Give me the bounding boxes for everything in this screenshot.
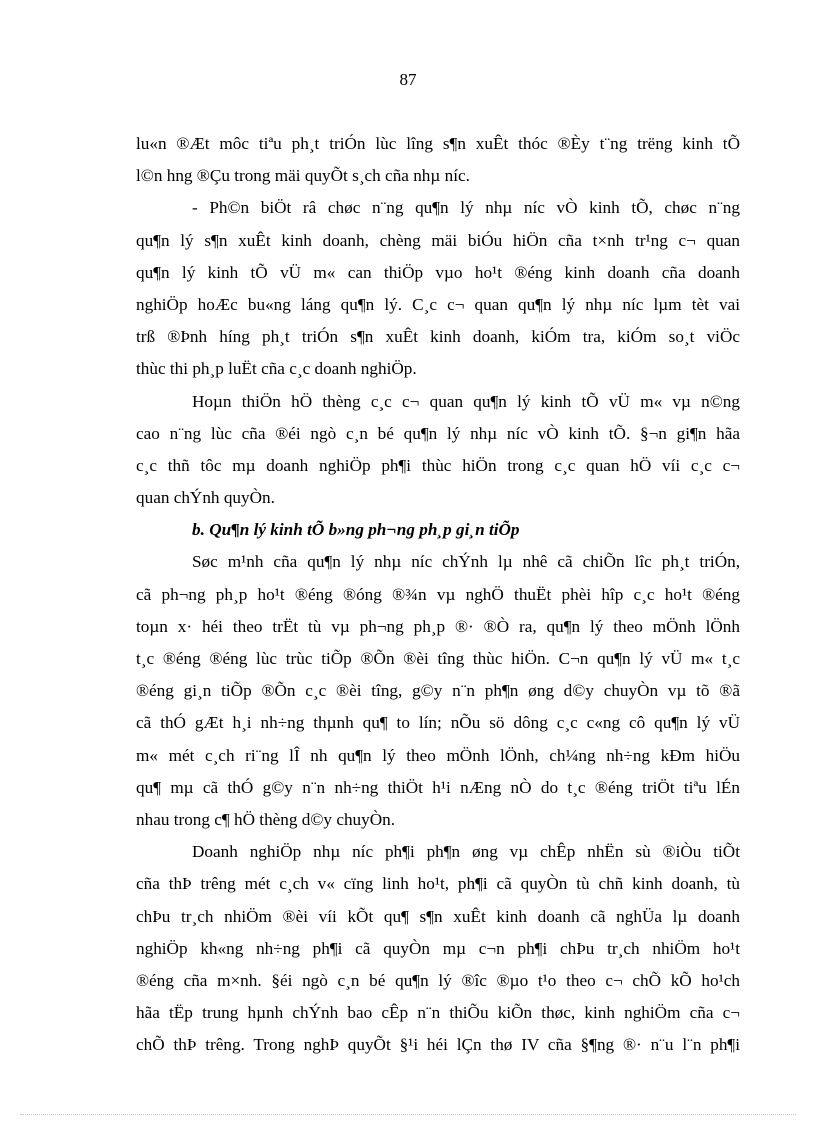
text-line: cã ph¬ng ph¸p ho¹t ®éng ®óng ®¾n vµ nghÖ thuËt phèi hîp c¸c ho¹t ®éng [136,584,740,604]
text-line: qu¶ mµ cã thÓ g©y n¨n nh÷ng thiÖt h¹i nÆng nÒ do t¸c ®éng triÖt tiªu lÉn [136,777,740,797]
text-line: trß ®Þnh híng ph¸t triÓn s¶n xuÊt kinh doanh, kiÓm tra, kiÓm so¸t viÖc [136,327,740,347]
text-line: cao n¨ng lùc cña ®éi ngò c¸n bé qu¶n lý nhµ níc vÒ kinh tÕ. §¬n gi¶n hãa [136,423,740,443]
text-line: toµn x· héi theo trËt tù vµ ph¬ng ph¸p ®· ®Ò ra, qu¶n lý theo mÖnh lÖnh [136,616,740,636]
text-line: Søc m¹nh cña qu¶n lý nhµ níc chÝnh lµ nhê cã chiÕn lîc ph¸t triÓn, [192,552,740,572]
text-line: qu¶n lý kinh tÕ vÜ m« can thiÖp vµo ho¹t ®éng kinh doanh cña doanh [136,262,740,282]
text-line: chÞu tr¸ch nhiÖm ®èi víi kÕt qu¶ s¶n xuÊt kinh doanh cã nghÜa lµ doanh [136,906,740,926]
text-line: - Ph©n biÖt râ chøc n¨ng qu¶n lý nhµ níc vÒ kinh tÕ, chøc n¨ng [192,198,740,218]
text-line: hãa tËp trung hµnh chÝnh bao cÊp n¨n thiÕu kiÕn thøc, kinh nghiÖm cña c¬ [136,1003,740,1023]
text-line: nghiÖp hoÆc bu«ng láng qu¶n lý. C¸c c¬ quan qu¶n lý nhµ níc lµm tèt vai [136,294,740,314]
text-line: cña thÞ trêng mét c¸ch v« cïng linh ho¹t, ph¶i cã quyÒn tù chñ kinh doanh, tù [136,874,740,894]
text-line: Hoµn thiÖn hÖ thèng c¸c c¬ quan qu¶n lý kinh tÕ vÜ m« vµ n©ng [192,391,740,411]
text-line: lu«n ®Æt môc tiªu ph¸t triÓn lùc lîng s¶n xuÊt thóc ®Èy t¨ng trëng kinh tÕ [136,134,740,153]
text-line: m« mét c¸ch ri¨ng lÎ nh qu¶n lý theo mÖnh lÖnh, ch¼ng nh÷ng kÐm hiÖu [136,745,740,765]
page-bottom-rule [20,1114,796,1115]
text-line: ®éng gi¸n tiÕp ®Õn c¸c ®èi tîng, g©y n¨n ph¶n øng d©y chuyÒn vµ tõ ®ã [136,681,740,701]
text-line: chÕ thÞ trêng. Trong nghÞ quyÕt §¹i héi lÇn thø IV cña §¶ng ®· n¨u l¨n ph¶i [136,1035,740,1055]
text-line: ®éng cña m×nh. §éi ngò c¸n bé qu¶n lý ®îc ®µo t¹o theo c¬ chÕ kÕ ho¹ch [136,970,740,990]
text-line: quan chÝnh quyÒn. [136,488,275,508]
text-line: cã thÓ gÆt h¸i nh÷ng thµnh qu¶ to lín; nÕu sö dông c¸c c«ng cô qu¶n lý vÜ [136,713,740,733]
text-line: qu¶n lý s¶n xuÊt kinh doanh, chèng mäi biÓu hiÖn cña t×nh tr¹ng c¬ quan [136,230,740,250]
text-line: nhau trong c¶ hÖ thèng d©y chuyÒn. [136,809,396,829]
page-number: 87 [399,70,417,89]
text-line: l©n hng ®Çu trong mäi quyÕt s¸ch cña nhµ níc. [136,166,470,186]
section-heading: b. Qu¶n lý kinh tÕ b»ng ph¬ng ph¸p gi¸n tiÕp [192,520,520,540]
body-text [136,128,740,1061]
text-line: thùc thi ph¸p luËt cña c¸c doanh nghiÖp. [136,359,417,379]
text-line: t¸c ®éng ®éng lùc trùc tiÕp ®Õn ®èi tîng thùc hiÖn. C¬n qu¶n lý vÜ m« t¸c [136,649,740,668]
text-line: Doanh nghiÖp nhµ níc ph¶i ph¶n øng vµ chÊp nhËn sù ®iÒu tiÕt [192,842,740,862]
text-line: nghiÖp kh«ng nh÷ng ph¶i cã quyÒn mµ c¬n ph¶i chÞu tr¸ch nhiÖm ho¹t [136,938,740,958]
text-line: c¸c thñ tôc mµ doanh nghiÖp ph¶i thùc hiÖn trong c¸c quan hÖ víi c¸c c¬ [136,455,740,475]
